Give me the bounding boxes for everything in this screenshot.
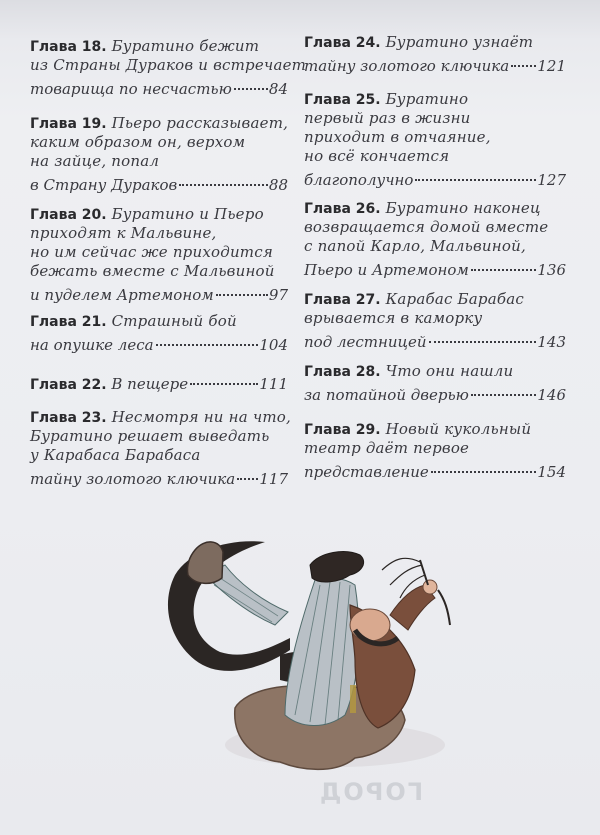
chapter-title-line: тайну золотого ключика — [30, 470, 236, 488]
toc-entry-chapter-23[interactable] — [30, 408, 291, 488]
chapter-label: Глава 21. — [30, 314, 107, 330]
page-number: 117 — [259, 470, 288, 488]
chapter-title-line: на зайце, попал — [30, 152, 160, 170]
chapter-label: Глава 27. — [304, 292, 381, 308]
chapter-title-line: каким образом он, верхом — [30, 133, 246, 151]
toc-entry-chapter-19[interactable] — [30, 114, 289, 194]
chapter-title-line: Буратино решает выведать — [30, 427, 270, 445]
chapter-label: Глава 19. — [30, 116, 107, 132]
toc-entry-chapter-24[interactable] — [304, 33, 566, 75]
chapter-title-line: представление — [304, 463, 429, 481]
chapter-title-line: под лестницей — [304, 333, 427, 351]
karabas-barabas-illustration — [150, 530, 470, 790]
page-number: 104 — [259, 336, 288, 354]
chapter-title-line: Что они нашли — [385, 362, 514, 380]
page-number: 146 — [537, 386, 566, 404]
chapter-title-line: Новый кукольный — [385, 420, 532, 438]
page-number: 154 — [537, 463, 566, 481]
bleed-through-text: ГОРОД — [318, 778, 424, 806]
toc-entry-chapter-21[interactable] — [30, 312, 288, 354]
toc-entry-chapter-26[interactable] — [304, 199, 566, 279]
page-number: 88 — [268, 176, 288, 194]
dot-leader — [190, 370, 258, 389]
chapter-title-line: товарища по несчастью — [30, 80, 232, 98]
dot-leader — [234, 75, 268, 94]
dot-leader — [511, 52, 536, 71]
chapter-label: Глава 23. — [30, 410, 107, 426]
toc-entry-chapter-29[interactable] — [304, 420, 566, 481]
toc-entry-chapter-22[interactable] — [30, 370, 288, 393]
dot-leader — [431, 458, 537, 477]
dot-leader — [415, 166, 536, 185]
toc-entry-chapter-27[interactable] — [304, 290, 566, 351]
chapter-title-line: врывается в каморку — [304, 309, 483, 327]
chapter-label: Глава 28. — [304, 364, 381, 380]
chapter-title-line: Буратино бежит — [111, 37, 260, 55]
chapter-title-line: Буратино наконец — [385, 199, 541, 217]
chapter-title-line: тайну золотого ключика — [304, 57, 510, 75]
chapter-title-line: Несмотря ни на что, — [111, 408, 291, 426]
page-number: 127 — [537, 171, 566, 189]
page-number: 97 — [268, 286, 288, 304]
chapter-title-line: Буратино — [385, 90, 469, 108]
toc-entry-chapter-25[interactable] — [304, 90, 566, 189]
dot-leader — [179, 171, 268, 190]
chapter-title-line: Пьеро рассказывает, — [111, 114, 289, 132]
chapter-title-line: В пещере — [111, 375, 189, 393]
chapter-title-line: в Страну Дураков — [30, 176, 178, 194]
chapter-title-line: с папой Карло, Мальвиной, — [304, 237, 526, 255]
chapter-title-line: на опушке леса — [30, 336, 154, 354]
page-number: 84 — [268, 80, 288, 98]
page-number: 143 — [537, 333, 566, 351]
chapter-title-line: первый раз в жизни — [304, 109, 471, 127]
chapter-title-line: благополучно — [304, 171, 414, 189]
chapter-label: Глава 22. — [30, 377, 107, 393]
dot-leader — [216, 281, 268, 300]
chapter-title-line: бежать вместе с Мальвиной — [30, 262, 275, 280]
toc-entry-chapter-20[interactable] — [30, 205, 288, 304]
chapter-label: Глава 24. — [304, 35, 381, 51]
chapter-title-line: Пьеро и Артемоном — [304, 261, 469, 279]
chapter-title-line: Страшный бой — [111, 312, 237, 330]
chapter-title-line: из Страны Дураков и встречает — [30, 56, 307, 74]
chapter-title-line: возвращается домой вместе — [304, 218, 549, 236]
dot-leader — [471, 381, 537, 400]
dot-leader — [237, 465, 258, 484]
page-number: 121 — [537, 57, 566, 75]
chapter-title-line: приходят к Мальвине, — [30, 224, 217, 242]
chapter-title-line: Буратино и Пьеро — [111, 205, 264, 223]
illustration-art — [150, 530, 470, 790]
chapter-label: Глава 26. — [304, 201, 381, 217]
chapter-label: Глава 29. — [304, 422, 381, 438]
chapter-title-line: театр даёт первое — [304, 439, 470, 457]
chapter-label: Глава 18. — [30, 39, 107, 55]
chapter-title-line: но всё кончается — [304, 147, 450, 165]
chapter-title-line: Буратино узнаёт — [385, 33, 534, 51]
dot-leader — [156, 331, 259, 350]
chapter-label: Глава 25. — [304, 92, 381, 108]
chapter-title-line: приходит в отчаяние, — [304, 128, 491, 146]
dot-leader — [471, 256, 537, 275]
page-number: 136 — [537, 261, 566, 279]
chapter-title-line: и пуделем Артемоном — [30, 286, 214, 304]
chapter-title-line: но им сейчас же приходится — [30, 243, 273, 261]
chapter-title-line: Карабас Барабас — [385, 290, 524, 308]
chapter-title-line: у Карабаса Барабаса — [30, 446, 201, 464]
toc-entry-chapter-28[interactable] — [304, 362, 566, 404]
page-number: 111 — [259, 375, 288, 393]
chapter-label: Глава 20. — [30, 207, 107, 223]
toc-entry-chapter-18[interactable] — [30, 37, 307, 98]
dot-leader — [429, 328, 537, 347]
chapter-title-line: за потайной дверью — [304, 386, 469, 404]
